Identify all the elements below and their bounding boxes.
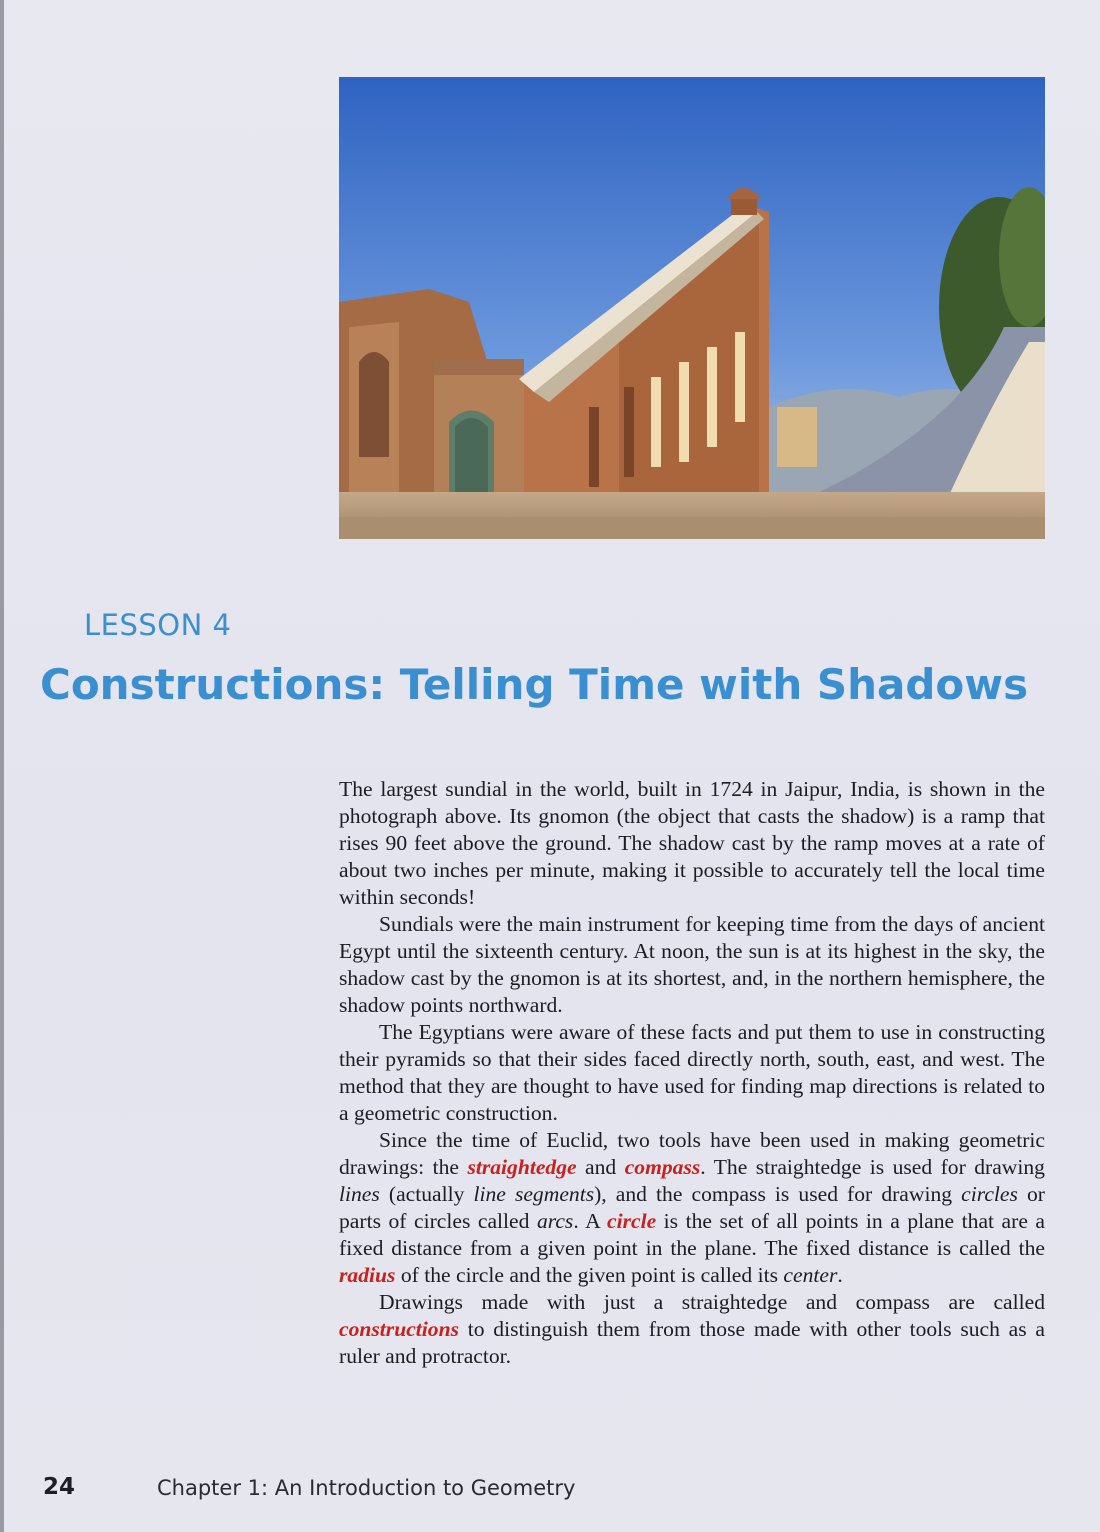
term-constructions: constructions — [339, 1317, 459, 1341]
paragraph-1: The largest sundial in the world, built in 1724 in Jaipur, India, is shown in the photograph above. Its gnomon (the object that casts the shadow) is a ramp that rises 90 feet above the ground. The shadow cast by the ramp moves at a rate of about two inches per minute, making it possible to accurately tell the local time within seconds! — [339, 777, 1045, 909]
chapter-footer: Chapter 1: An Introduction to Geometry — [157, 1476, 576, 1500]
term-straightedge: straightedge — [467, 1155, 577, 1179]
text-run: (actually — [379, 1182, 474, 1206]
italic-lines: lines — [339, 1182, 380, 1206]
paragraph-2: Sundials were the main instrument for keeping time from the days of ancient Egypt until the sixteenth century. At noon, the sun is at its highest in the sky, the shadow cast by the gnomon is at its shortest, and, in the northern hemisphere, the shadow points northward. — [339, 912, 1045, 1017]
text-run: . — [837, 1263, 843, 1287]
page-edge — [0, 0, 4, 1532]
text-run: . A — [573, 1209, 607, 1233]
text-run: Drawings made with just a straightedge and compass are called — [379, 1290, 1045, 1314]
text-run: of the circle and the given point is called its — [395, 1263, 784, 1287]
lesson-body — [339, 776, 1045, 1370]
italic-arcs: arcs — [536, 1209, 574, 1233]
text-run: to distinguish them from those made with other tools such as a ruler and protractor. — [339, 1317, 1045, 1368]
text-run: and — [576, 1155, 625, 1179]
italic-circles: circles — [961, 1182, 1018, 1206]
term-circle: circle — [607, 1209, 657, 1233]
text-run: ), and the compass is used for drawing — [594, 1182, 962, 1206]
paragraph-4 — [339, 1127, 1045, 1289]
page-number: 24 — [43, 1474, 76, 1500]
text-run: Since the time of Euclid, two tools have been used in making geometric drawings: the — [339, 1128, 1045, 1179]
sundial-illustration — [339, 77, 1045, 539]
italic-center: center — [783, 1263, 838, 1287]
paragraph-3: The Egyptians were aware of these facts and put them to use in constructing their pyramids so that their sides faced directly north, south, east, and west. The method that they are thought to have used for finding map directions is related to a geometric construction. — [339, 1020, 1045, 1125]
text-run: or parts of circles called — [339, 1182, 1045, 1233]
lesson-title: Constructions: Telling Time with Shadows — [40, 660, 1029, 709]
text-run: . The straightedge is used for drawing — [700, 1155, 1045, 1179]
term-compass: compass — [624, 1155, 701, 1179]
paragraph-5 — [339, 1289, 1045, 1370]
sundial-photo — [339, 77, 1045, 539]
lesson-label: LESSON 4 — [84, 608, 232, 642]
text-run: is the set of all points in a plane that are a fixed distance from a given point in the plane. The fixed distance is called the — [339, 1209, 1046, 1260]
term-radius: radius — [339, 1263, 396, 1287]
italic-line-segments: line segments — [473, 1182, 595, 1206]
